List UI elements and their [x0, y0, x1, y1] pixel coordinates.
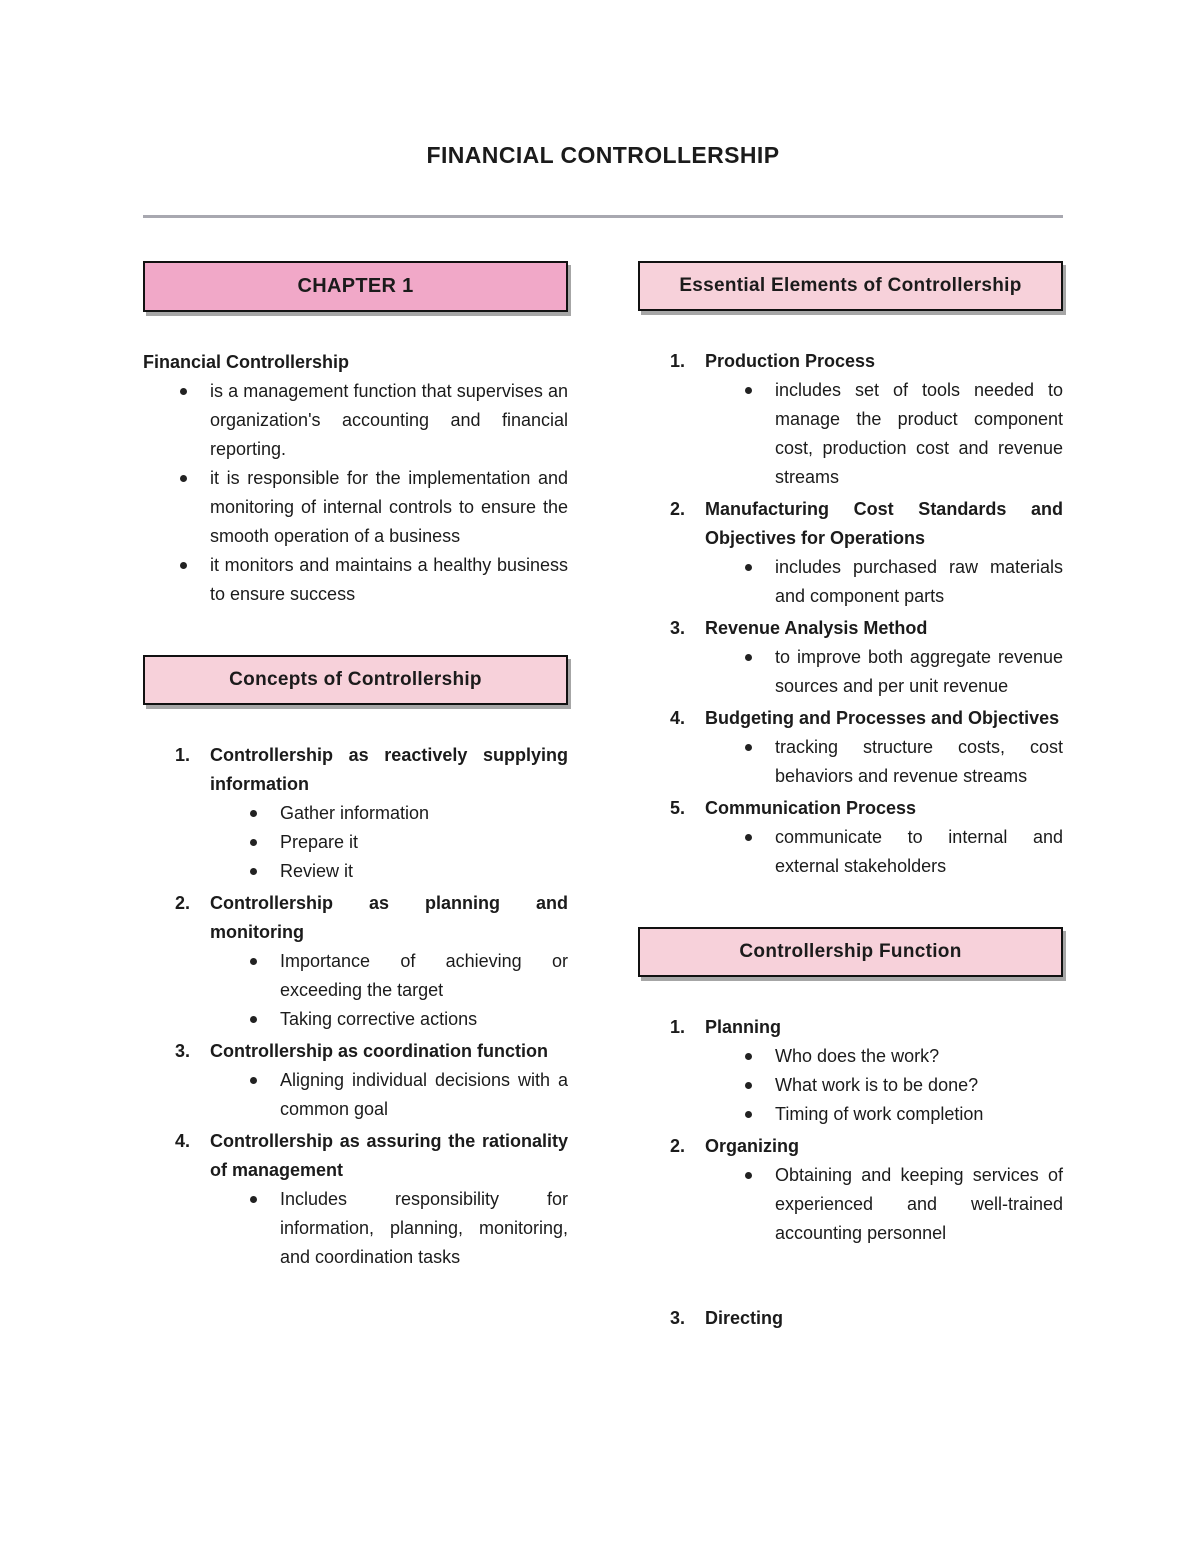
bullet-icon — [745, 1172, 752, 1179]
numbered-item — [638, 347, 1063, 492]
item-body — [210, 741, 568, 886]
item-number: 3. — [175, 1041, 191, 1061]
item-number: 1. — [175, 745, 191, 765]
item-body — [705, 495, 1063, 611]
bullet-icon — [745, 1111, 752, 1118]
item-number: 2. — [670, 499, 686, 519]
numbered-item — [638, 1013, 1063, 1129]
item-label: Controllership as planning and monitoring — [210, 893, 568, 942]
item-number: 5. — [670, 798, 686, 818]
bullet-item — [705, 643, 1063, 701]
bullet-icon — [250, 868, 257, 875]
bullet-icon — [745, 834, 752, 841]
bullet-icon — [250, 1016, 257, 1023]
bullet-item — [210, 1185, 568, 1272]
item-number: 4. — [670, 708, 686, 728]
bullet-icon — [745, 387, 752, 394]
numbered-item — [638, 1132, 1063, 1248]
item-label: Production Process — [705, 351, 876, 371]
item-label: Communication Process — [705, 798, 917, 818]
chapter-heading-box — [143, 261, 568, 312]
bullet-icon — [745, 1053, 752, 1060]
bullet-icon — [745, 564, 752, 571]
item-label: Manufacturing Cost Standards and Objectives for Operations — [705, 499, 1063, 548]
numbered-item — [638, 1304, 1063, 1333]
item-body — [705, 704, 1063, 791]
bullet-item — [210, 799, 568, 828]
item-label: Revenue Analysis Method — [705, 618, 928, 638]
bullet-item — [705, 1042, 1063, 1071]
item-number: 3. — [670, 1308, 686, 1328]
item-body — [705, 794, 1063, 881]
bullet-item — [210, 947, 568, 1005]
concepts-list — [143, 741, 568, 1272]
item-body — [705, 614, 1063, 701]
numbered-item — [143, 741, 568, 886]
bullet-text: it monitors and maintains a healthy business to ensure success — [210, 555, 568, 604]
controllership-function-heading-label: Controllership Function — [739, 941, 962, 962]
item-body — [210, 889, 568, 1034]
essential-elements-list — [638, 347, 1063, 881]
bullet-icon — [745, 744, 752, 751]
bullet-text: to improve both aggregate revenue sources and per unit revenue — [775, 647, 1063, 696]
chapter-heading-label: CHAPTER 1 — [297, 275, 414, 297]
bullet-item — [143, 464, 568, 551]
controllership-function-heading-box — [638, 927, 1063, 977]
bullet-text: Obtaining and keeping services of experienced and well-trained accounting personnel — [775, 1165, 1063, 1243]
bullet-item — [705, 1100, 1063, 1129]
bullet-text: is a management function that supervises an organization's accounting and financial reporting. — [210, 381, 568, 459]
concepts-heading-box — [143, 655, 568, 705]
item-label: Planning — [705, 1017, 781, 1037]
item-label: Directing — [705, 1308, 784, 1328]
item-label: Controllership as reactively supplying information — [210, 745, 568, 794]
numbered-item — [143, 889, 568, 1034]
bullet-item — [705, 1071, 1063, 1100]
bullet-item — [705, 553, 1063, 611]
essential-elements-heading-label: Essential Elements of Controllership — [679, 275, 1022, 296]
numbered-item — [143, 1127, 568, 1272]
item-body — [705, 1304, 1063, 1333]
intro-heading: Financial Controllership — [143, 352, 350, 372]
bullet-item — [210, 857, 568, 886]
bullet-text: includes set of tools needed to manage the product component cost, production cost and revenue streams — [775, 380, 1063, 487]
item-body — [705, 1132, 1063, 1248]
intro-section — [143, 348, 568, 609]
concepts-heading-label: Concepts of Controllership — [229, 669, 482, 690]
bullet-text: Who does the work? — [775, 1046, 940, 1066]
numbered-item — [638, 495, 1063, 611]
item-number: 2. — [175, 893, 191, 913]
bullet-text: Importance of achieving or exceeding the target — [280, 951, 568, 1000]
item-body — [705, 1013, 1063, 1129]
bullet-icon — [250, 958, 257, 965]
bullet-item — [705, 1161, 1063, 1248]
numbered-item — [638, 614, 1063, 701]
bullet-icon — [250, 810, 257, 817]
bullet-item — [705, 376, 1063, 492]
bullet-icon — [180, 475, 187, 482]
bullet-text: Aligning individual decisions with a common goal — [280, 1070, 568, 1119]
numbered-item — [143, 1037, 568, 1124]
bullet-item — [705, 733, 1063, 791]
bullet-item — [143, 377, 568, 464]
bullet-text: communicate to internal and external stakeholders — [775, 827, 1063, 876]
bullet-item — [705, 823, 1063, 881]
item-body — [705, 347, 1063, 492]
bullet-icon — [250, 1077, 257, 1084]
bullet-text: it is responsible for the implementation and monitoring of internal controls to ensure the smooth operation of a business — [210, 468, 568, 546]
item-number: 1. — [670, 1017, 686, 1037]
item-body — [210, 1127, 568, 1272]
bullet-icon — [745, 1082, 752, 1089]
bullet-text: Gather information — [280, 803, 430, 823]
bullet-icon — [250, 1196, 257, 1203]
bullet-icon — [180, 388, 187, 395]
two-column-layout — [143, 261, 1063, 1336]
left-column — [143, 261, 568, 1336]
right-column — [638, 261, 1063, 1336]
bullet-text: tracking structure costs, cost behaviors and revenue streams — [775, 737, 1063, 786]
bullet-text: Includes responsibility for information, planning, monitoring, and coordination tasks — [280, 1189, 568, 1267]
bullet-text: includes purchased raw materials and component parts — [775, 557, 1063, 606]
item-number: 4. — [175, 1131, 191, 1151]
bullet-item — [143, 551, 568, 609]
bullet-text: What work is to be done? — [775, 1075, 979, 1095]
item-body — [210, 1037, 568, 1124]
item-label: Controllership as coordination function — [210, 1041, 549, 1061]
controllership-function-list — [638, 1013, 1063, 1333]
bullet-item — [210, 1005, 568, 1034]
bullet-item — [210, 828, 568, 857]
bullet-text: Timing of work completion — [775, 1104, 984, 1124]
bullet-icon — [250, 839, 257, 846]
item-label: Organizing — [705, 1136, 799, 1156]
item-number: 1. — [670, 351, 686, 371]
bullet-text: Taking corrective actions — [280, 1009, 478, 1029]
essential-elements-heading-box — [638, 261, 1063, 311]
numbered-item — [638, 704, 1063, 791]
page-title: FINANCIAL CONTROLLERSHIP — [426, 142, 780, 168]
bullet-icon — [180, 562, 187, 569]
item-number: 2. — [670, 1136, 686, 1156]
item-number: 3. — [670, 618, 686, 638]
item-label: Budgeting and Processes and Objectives — [705, 708, 1060, 728]
bullet-item — [210, 1066, 568, 1124]
bullet-icon — [745, 654, 752, 661]
bullet-text: Review it — [280, 861, 354, 881]
numbered-item — [638, 794, 1063, 881]
bullet-text: Prepare it — [280, 832, 359, 852]
horizontal-divider — [143, 215, 1063, 218]
item-label: Controllership as assuring the rationality of management — [210, 1131, 568, 1180]
